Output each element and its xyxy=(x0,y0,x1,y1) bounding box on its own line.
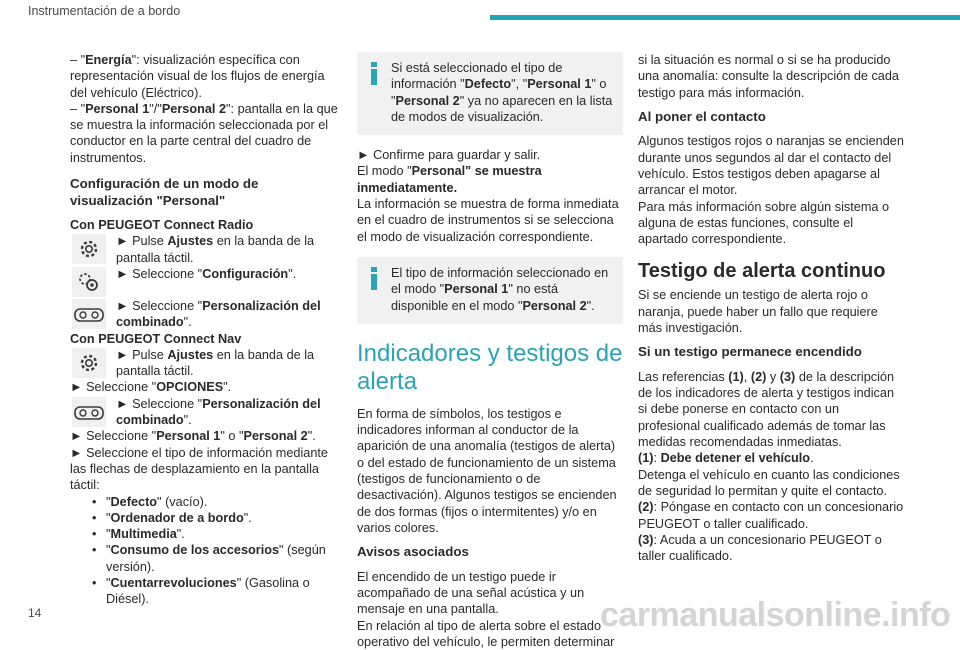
section-heading-config: Configuración de un modo de visualización "Personal" xyxy=(70,176,259,208)
continuation-text: si la situación es normal o si se ha producido una anomalía: consulte la descripción de cada testigo para más información. xyxy=(638,53,899,100)
ref-1-text: Detenga el vehículo en cuanto las condiciones de seguridad lo permitan y quite el contacto. xyxy=(638,467,900,498)
confirm-step: ► Confirme para guardar y salir. xyxy=(357,148,541,163)
step-radio-customization: ► Seleccione "Personalización del combinado". xyxy=(70,298,342,331)
step-radio-configuration: ► Seleccione "Configuración". xyxy=(70,266,342,298)
ref-1: (1): Debe detener el vehículo. xyxy=(638,451,814,466)
gear-settings-icon xyxy=(72,234,106,264)
step-radio-settings: ► Pulse Ajustes en la banda de la pantalla táctil. xyxy=(70,233,342,266)
contacto-text-2: Para más información sobre algún sistema o alguna de estas funciones, consulte el apartado correspondiente. xyxy=(638,199,890,247)
contacto-heading: Al poner el contacto xyxy=(638,108,766,124)
header-accent-bar xyxy=(490,15,960,20)
radio-title: Con PEUGEOT Connect Radio xyxy=(70,218,254,233)
personal-item: – "Personal 1"/"Personal 2": pantalla en la que se muestra la información seleccionada por el conductor en la parte central del cuadro de instrumentos. xyxy=(70,101,338,165)
step-nav-settings: ► Pulse Ajustes en la banda de la pantalla táctil. xyxy=(70,347,342,380)
continuo-heading: Testigo de alerta continuo xyxy=(638,260,886,283)
list-item: • "Cuentarrevoluciones" (Gasolina o Diésel). xyxy=(92,576,310,607)
section-title-indicators: Indicadores y testigos de alerta xyxy=(357,339,623,395)
avisos-text-1: El encendido de un testigo puede ir acompañado de una señal acústica y un mensaje en una pantalla. xyxy=(357,569,585,617)
mode-text: La información se muestra de forma inmediata en el cuadro de instrumentos si se selecciona el modo de visualización correspondiente. xyxy=(357,197,619,244)
info-icon xyxy=(367,62,381,86)
info-note-2: El tipo de información seleccionado en el modo "Personal 1" no está disponible en el modo "Personal 2". xyxy=(357,257,623,324)
list-item: • "Ordenador de a bordo". xyxy=(92,510,252,525)
column-3 xyxy=(638,52,904,564)
cluster-customization-icon xyxy=(72,299,106,329)
mode-note: El modo "Personal" se muestra inmediatamente. xyxy=(357,164,542,195)
energy-item: – "Energía": visualización específica con representación visual de los flujos de energía del vehículo (Eléctrico). xyxy=(70,53,325,100)
list-item: • "Consumo de los accesorios" (según versión). xyxy=(92,543,326,574)
column-2 xyxy=(357,52,623,650)
step-select-personal: ► Seleccione "Personal 1" o "Personal 2". xyxy=(70,429,316,444)
avisos-heading: Avisos asociados xyxy=(357,544,469,560)
header-title: Instrumentación de a bordo xyxy=(28,4,181,18)
ref-2: (2): Póngase en contacto con un concesionario PEUGEOT o taller cualificado. xyxy=(638,500,904,531)
list-item: • "Defecto" (vacío). xyxy=(92,494,208,509)
cluster-customization-icon xyxy=(72,397,106,427)
ref-3: (3): Acuda a un concesionario PEUGEOT o taller cualificado. xyxy=(638,532,882,564)
contacto-text-1: Algunos testigos rojos o naranjas se encienden durante unos segundos al dar el contacto del vehículo. Estos testigos deben apagarse al arrancar el motor. xyxy=(638,134,904,198)
indicators-intro: En forma de símbolos, los testigos e indicadores informan al conductor de la aparición de una anomalía (testigos de alerta) o del estado de funcionamiento de un sistema (testigos de funcionamiento o de desactivación). Algunos testigos se encienden de dos formas (fijos o intermitentes) y/o en varios colores. xyxy=(357,406,617,535)
references-text: Las referencias (1), (2) y (3) de la descripción de los indicadores de alerta y testigos indican si debe ponerse en contacto con un profesional cualificado además de tomar las medidas recomendadas inmediatas. xyxy=(638,369,895,450)
nav-title: Con PEUGEOT Connect Nav xyxy=(70,331,242,346)
info-icon xyxy=(367,267,381,291)
step-nav-customization: ► Seleccione "Personalización del combinado". xyxy=(70,396,342,429)
continuo-text: Si se enciende un testigo de alerta rojo o naranja, puede haber un fallo que requiere más investigación. xyxy=(638,288,878,336)
page-number: 14 xyxy=(28,606,42,620)
gear-settings-icon xyxy=(72,348,106,378)
avisos-text-2: En relación al tipo de alerta sobre el estado operativo del vehículo, le permiten determinar xyxy=(357,618,615,649)
column-1 xyxy=(70,52,342,608)
step-nav-options: ► Seleccione "OPCIONES". xyxy=(70,380,232,395)
step-select-type: ► Seleccione el tipo de información mediante las flechas de desplazamiento en la pantalla táctil: xyxy=(70,445,328,493)
info-type-list xyxy=(70,494,342,608)
permanece-heading: Si un testigo permanece encendido xyxy=(638,344,862,360)
watermark: carmanualsonline.info xyxy=(600,596,951,634)
list-item: • "Multimedia". xyxy=(92,527,185,542)
info-note-1: Si está seleccionado el tipo de información "Defecto", "Personal 1" o "Personal 2" ya no aparecen en la lista de modos de visualización. xyxy=(357,52,623,135)
configuration-gear-icon xyxy=(72,267,106,297)
